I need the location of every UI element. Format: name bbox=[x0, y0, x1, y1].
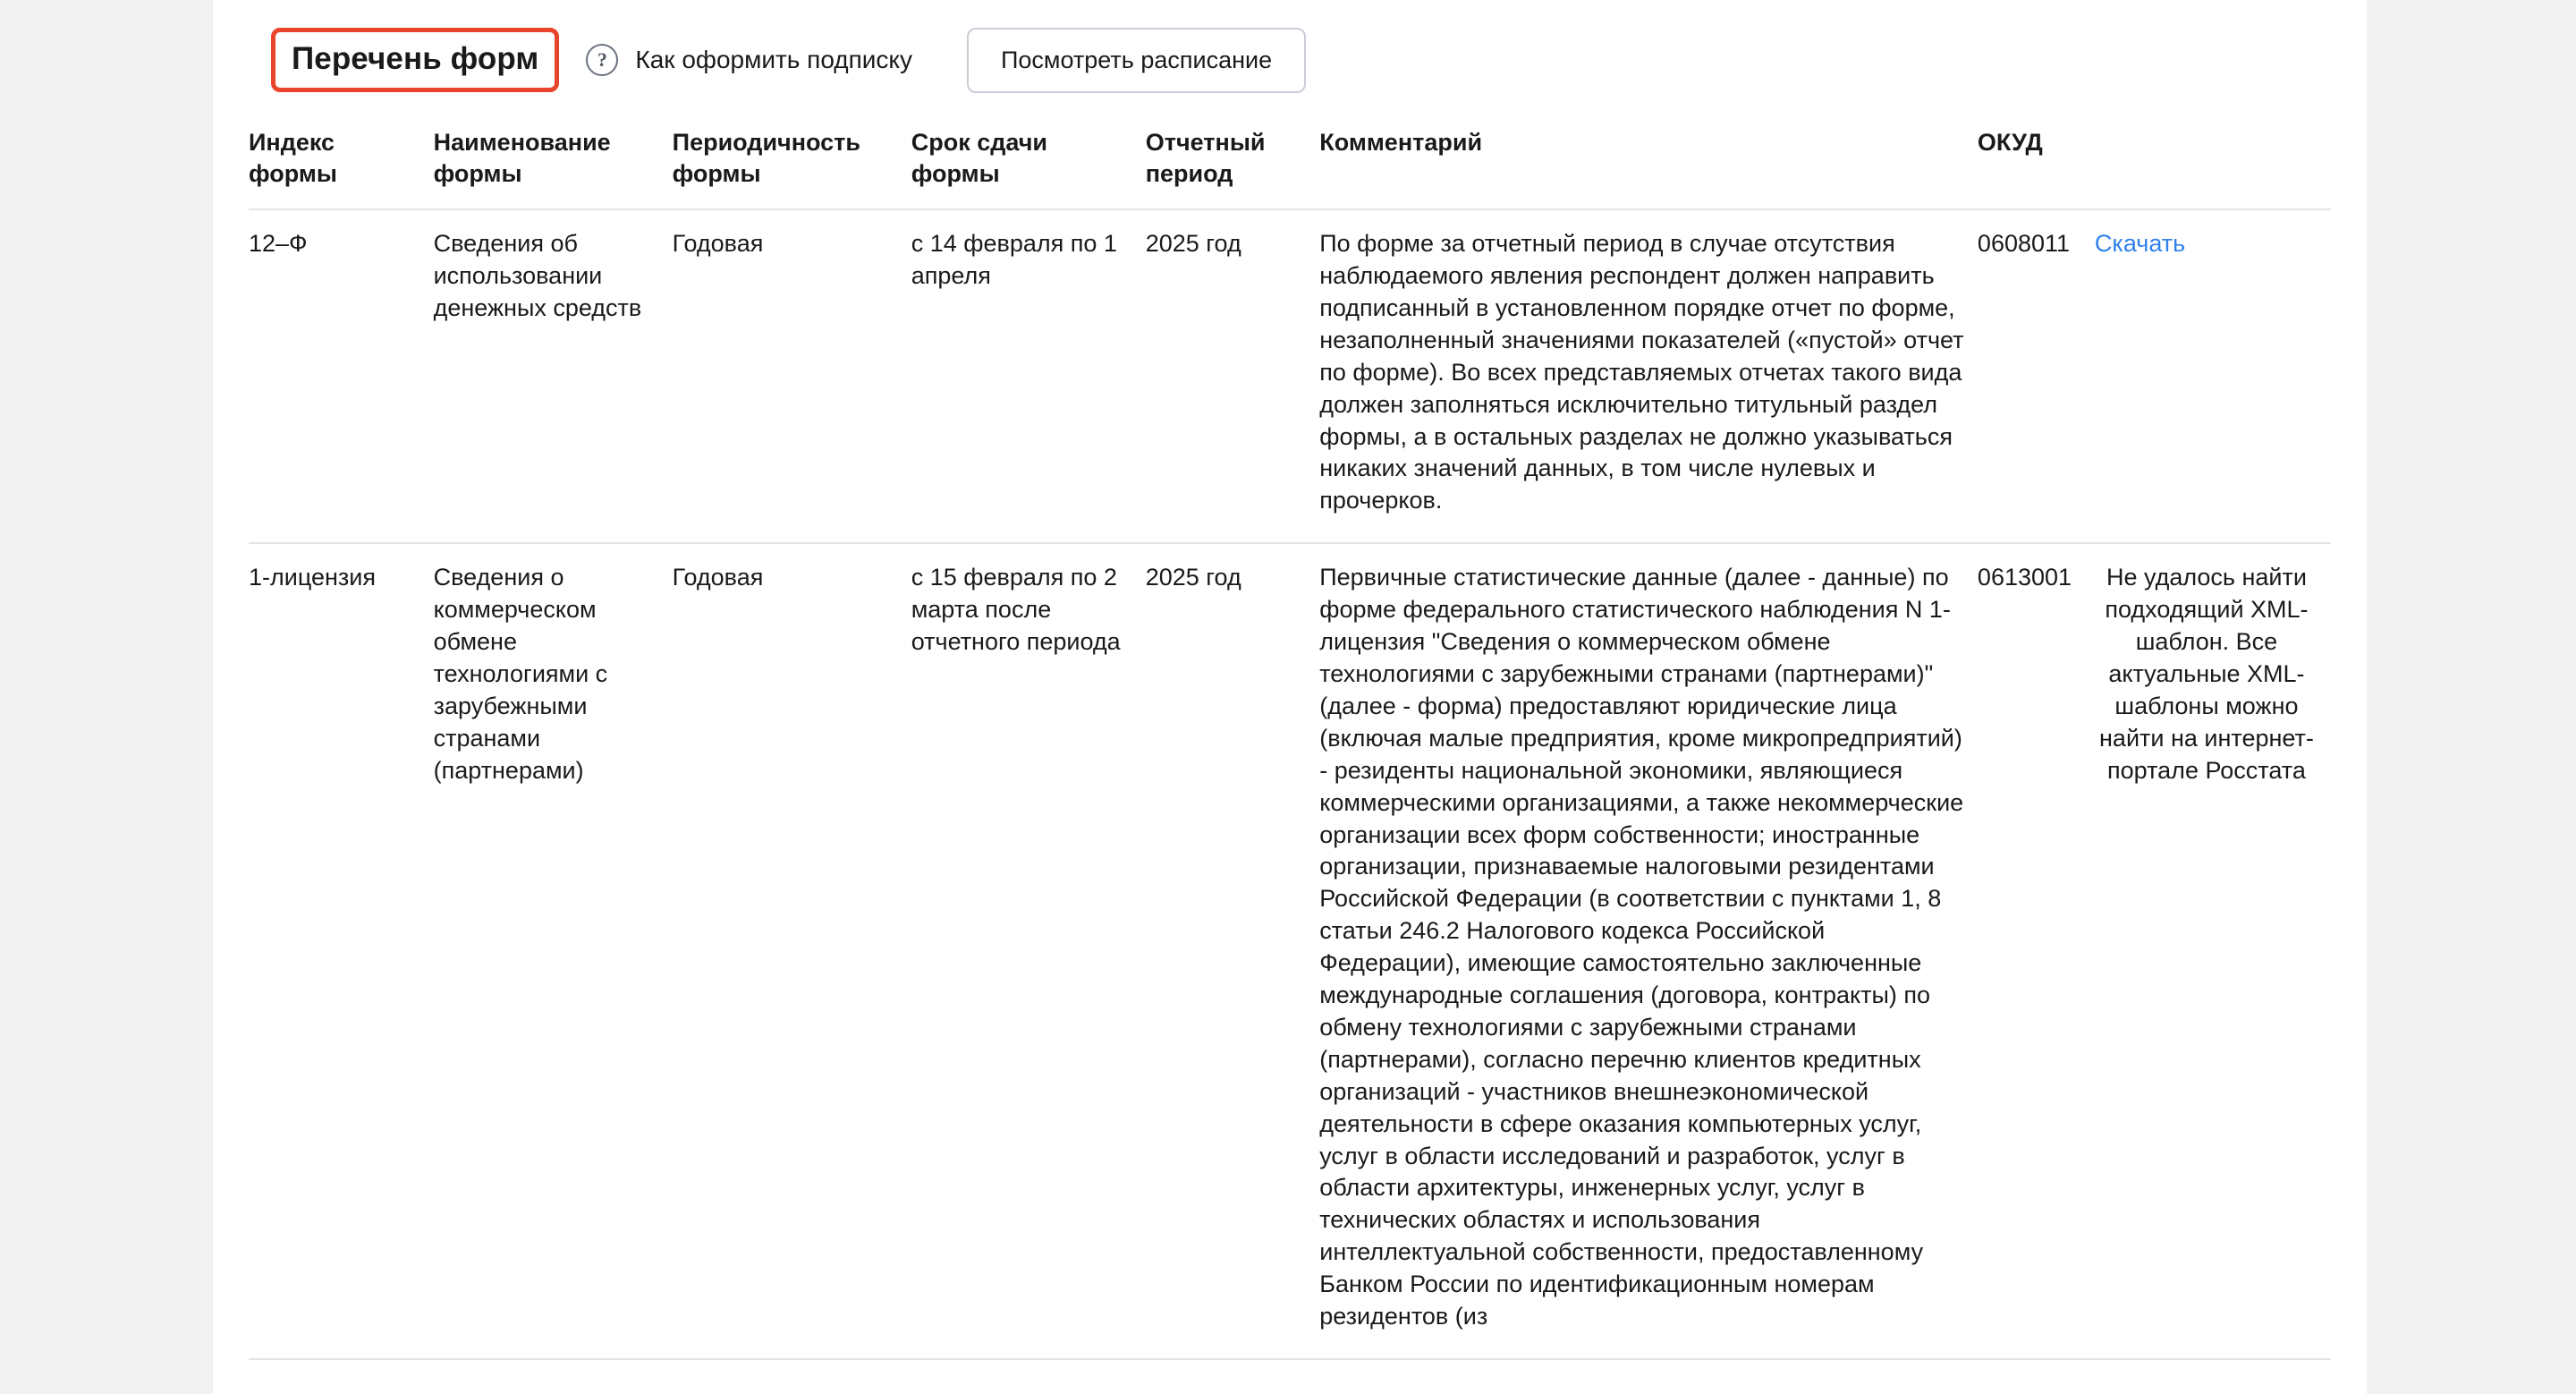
column-header-name: Наименование формы bbox=[434, 107, 673, 209]
cell-comment: По форме за отчетный период в случае отсутствия наблюдаемого явления респондент должен направить подписанный в установленном порядке отчет по форме, незаполненный значениями показателей («пустой» отчет по форме). Во всех представляемых отчетах такого вида должен заполняться исключительно титульный раздел формы, а в остальных разделах не должно указываться никаких значений данных, в том числе нулевых и прочерков. bbox=[1319, 209, 1978, 543]
forms-list-page bbox=[213, 0, 2367, 1394]
cell-action bbox=[2095, 543, 2331, 1359]
column-header-action bbox=[2095, 107, 2331, 209]
cell-due: с 15 февраля по 2 марта после отчетного периода bbox=[911, 543, 1146, 1359]
cell-okud: 0613001 bbox=[1978, 543, 2095, 1359]
cell-okud: 0608011 bbox=[1978, 209, 2095, 543]
cell-periodicity: Годовая bbox=[673, 209, 911, 543]
cell-action bbox=[2095, 209, 2331, 543]
column-header-due: Срок сдачи формы bbox=[911, 107, 1146, 209]
table-header-row bbox=[249, 107, 2331, 209]
table-row[interactable] bbox=[249, 209, 2331, 543]
cell-name: Сведения об использовании денежных средств bbox=[434, 209, 673, 543]
cell-report-period: 2025 год bbox=[1146, 209, 1320, 543]
cell-report-period: 2025 год bbox=[1146, 543, 1320, 1359]
view-schedule-button[interactable]: Посмотреть расписание bbox=[967, 28, 1306, 93]
page-title-highlight bbox=[271, 28, 559, 92]
column-header-okud: ОКУД bbox=[1978, 107, 2095, 209]
question-mark-icon[interactable]: ? bbox=[586, 44, 618, 76]
table-row[interactable] bbox=[249, 543, 2331, 1359]
column-header-index: Индекс формы bbox=[249, 107, 434, 209]
column-header-report-period: Отчетный период bbox=[1146, 107, 1320, 209]
subscription-help-link[interactable] bbox=[586, 44, 912, 76]
cell-index: 12–Ф bbox=[249, 209, 434, 543]
cell-due: с 14 февраля по 1 апреля bbox=[911, 209, 1146, 543]
page-toolbar bbox=[249, 0, 2331, 97]
cell-comment: Первичные статистические данные (далее - данные) по форме федерального статистического наблюдения N 1-лицензия "Сведения о коммерческом обмене технологиями с зарубежными странами (партнерами)" (далее - форма) предоставляют юридические лица (включая малые предприятия, кроме микропредприятий) - резиденты национальной экономики, являющиеся коммерческими организациями, а также некоммерческие организации всех форм собственности; иностранные организации, признаваемые налоговыми резидентами Российской Федерации (в соответствии с пунктами 1, 8 статьи 246.2 Налогового кодекса Российской Федерации), имеющие самостоятельно заключенные международные соглашения (договора, контракты) по обмену технологиями с зарубежными странами (партнерами), согласно перечню клиентов кредитных организаций - участников внешнеэкономической деятельности в сфере оказания компьютерных услуг, услуг в области исследований и разработок, услуг в области архитектуры, инженерных услуг, услуг в технических областях и использования интеллектуальной собственности, предоставленному Банком России по идентификационным номерам резидентов (из bbox=[1319, 543, 1978, 1359]
cell-name: Сведения о коммерческом обмене технологиями с зарубежными странами (партнерами) bbox=[434, 543, 673, 1359]
cell-periodicity: Годовая bbox=[673, 543, 911, 1359]
cell-index: 1-лицензия bbox=[249, 543, 434, 1359]
download-link[interactable]: Скачать bbox=[2094, 230, 2186, 258]
subscription-help-label: Как оформить подписку bbox=[635, 46, 912, 73]
column-header-comment: Комментарий bbox=[1319, 107, 1978, 209]
page-title: Перечень форм bbox=[292, 41, 539, 76]
template-missing-note: Не удалось найти подходящий XML-шаблон. Все актуальные XML-шаблоны можно найти на интернет-портале Росстата bbox=[2099, 564, 2314, 784]
forms-table bbox=[249, 107, 2331, 1360]
column-header-periodicity: Периодичность формы bbox=[673, 107, 911, 209]
